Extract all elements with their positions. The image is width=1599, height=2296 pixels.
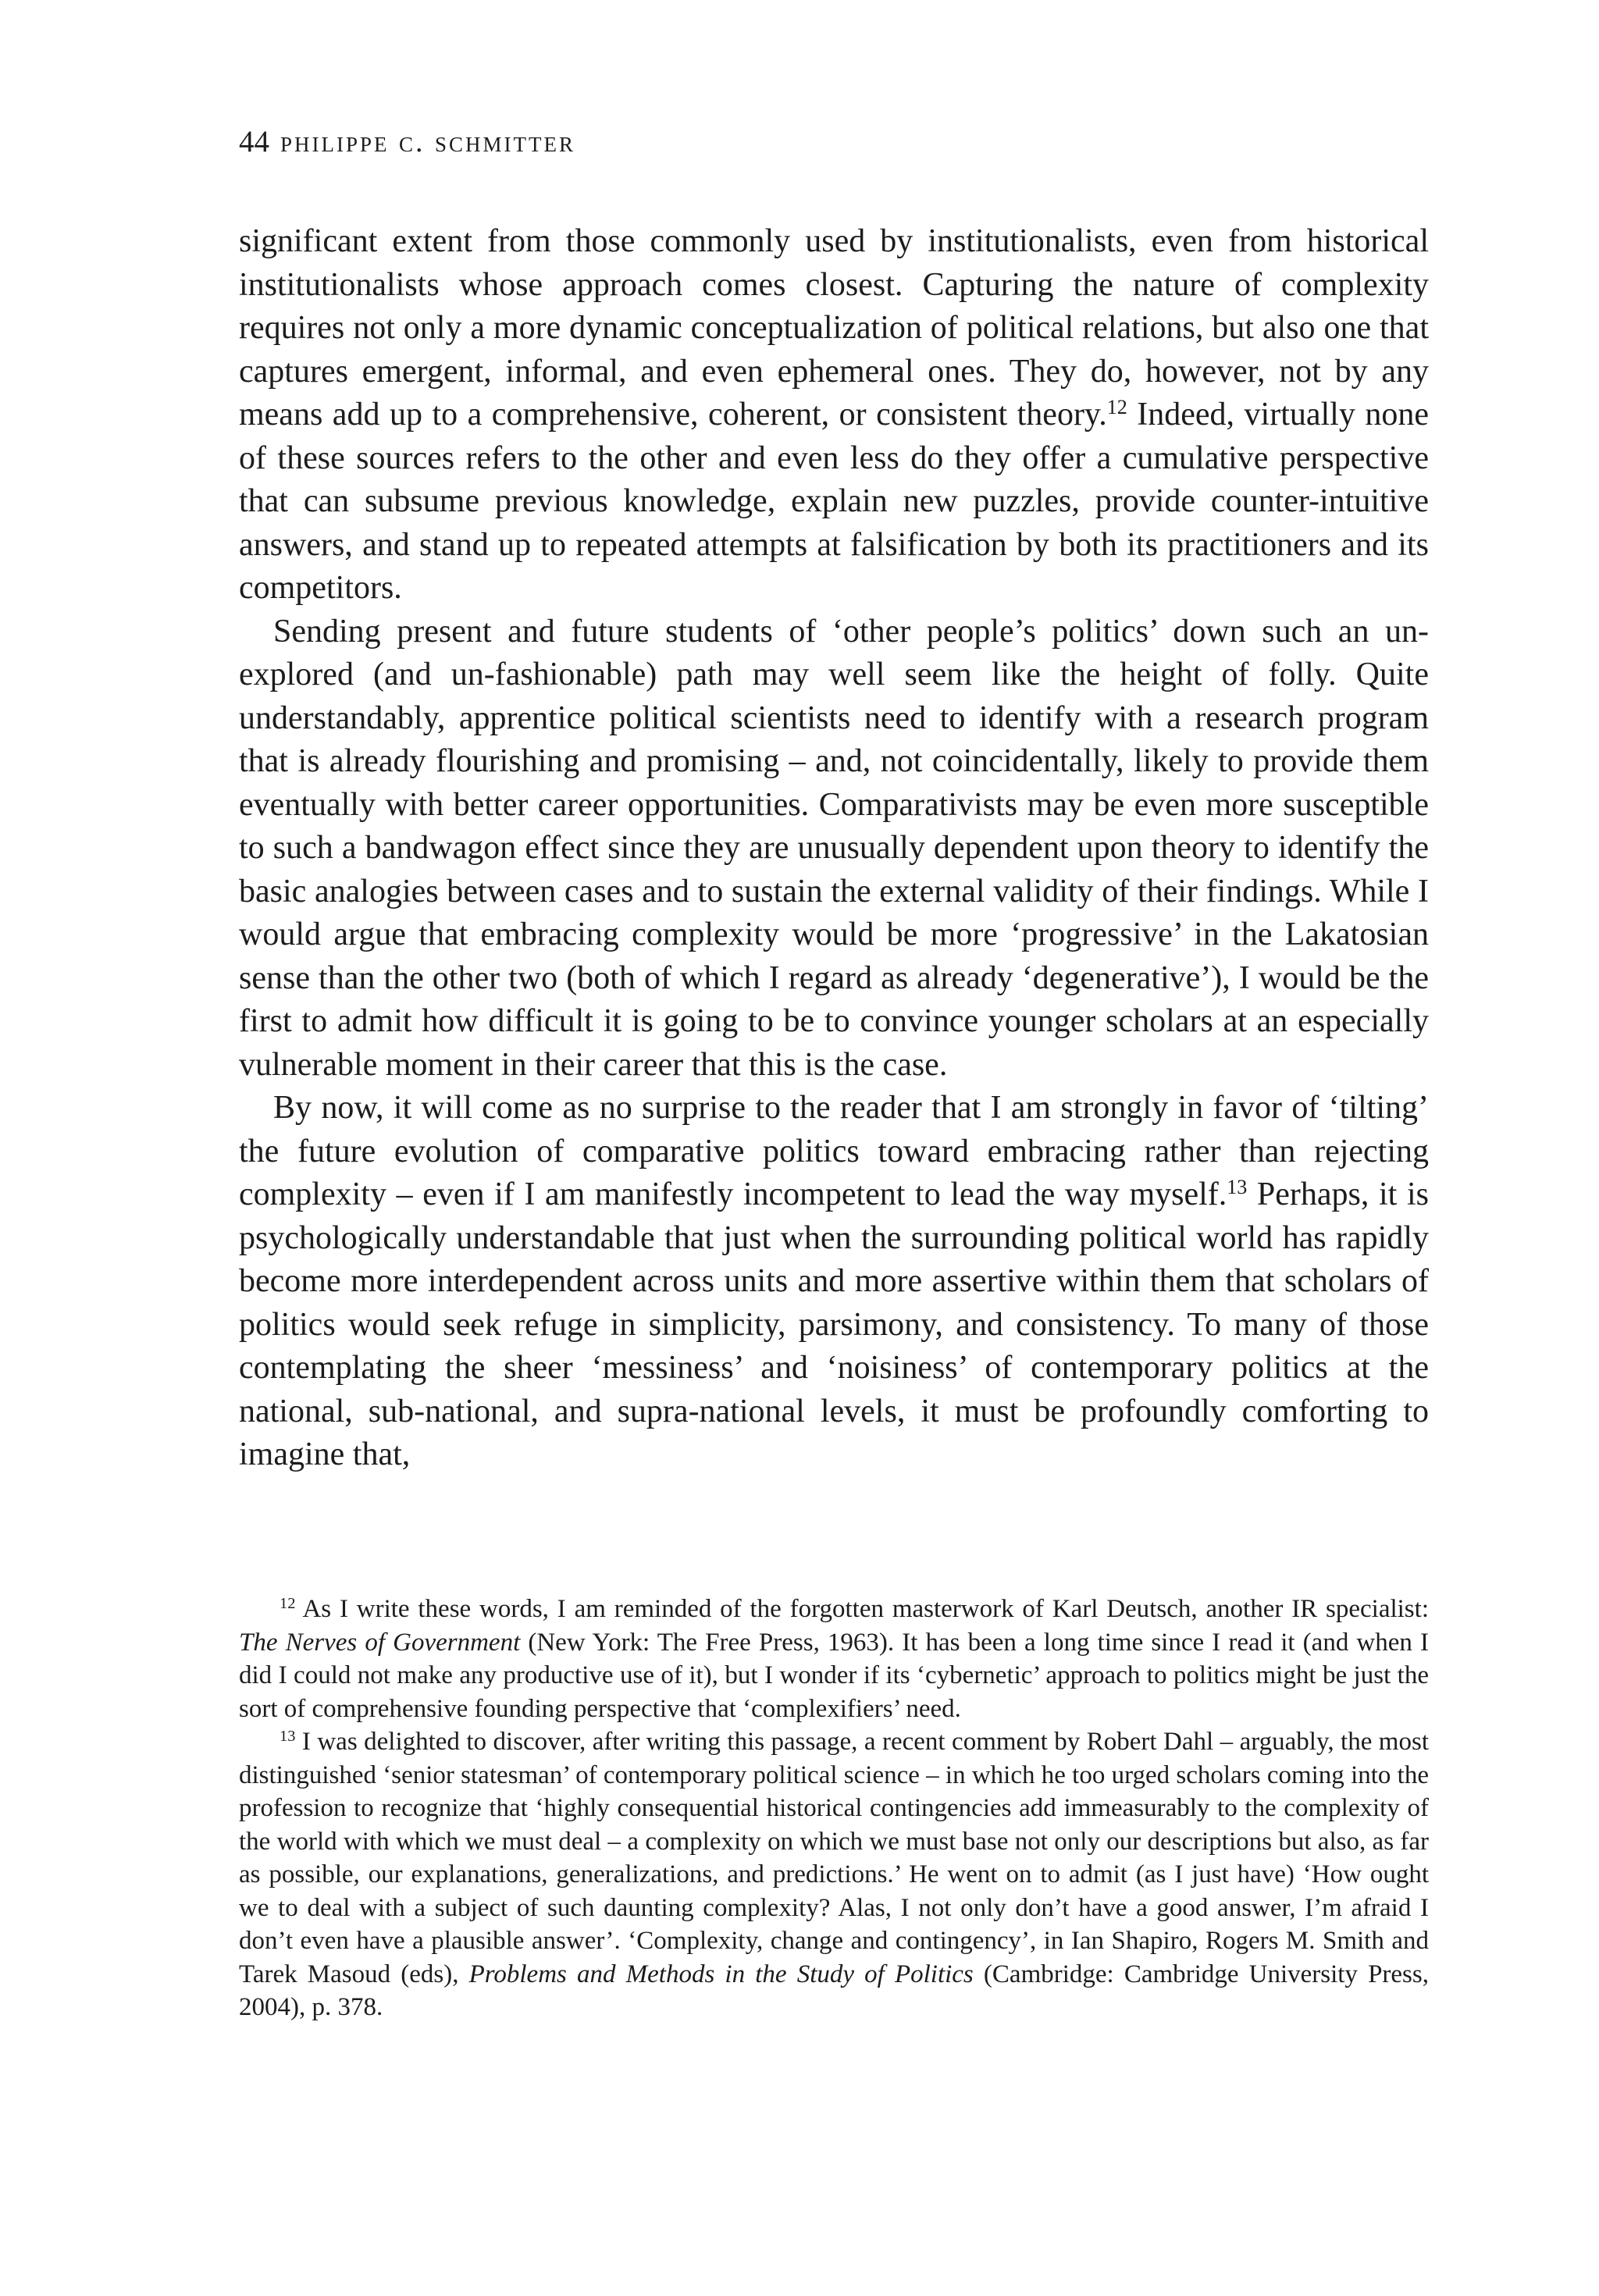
footnote-number-12: 12 xyxy=(280,1594,296,1612)
footnote-13 xyxy=(239,1725,1429,2024)
footnote-13-title: Problems and Methods in the Study of Politics xyxy=(468,1960,974,1988)
paragraph-2: Sending present and future students of ‘other people’s politics’ down such an un-explored (and un-fashionable) path may well seem like the height of folly. Quite understandably, apprentice political scientists need to identify with a research program that is already flourishing and promising – and, not coincidentally, likely to provide them eventually with better career opportunities. Comparativists may be even more susceptible to such a bandwagon effect since they are unusually dependent upon theory to identify the basic analogies between cases and to sustain the external validity of their findings. While I would argue that embracing complexity would be more ‘progressive’ in the Lakatosian sense than the other two (both of which I regard as already ‘degenerative’), I would be the first to admit how difficult it is going to be to convince younger scholars at an especially vulnerable moment in their career that this is the case. xyxy=(239,613,1429,1083)
footnote-13-text-b: (Cambridge: Cambridge University Press, 2004), p. 378. xyxy=(239,1960,1429,2021)
running-head xyxy=(239,123,575,161)
footnotes xyxy=(239,1593,1429,2024)
paragraph-3-text-b: Perhaps, it is psychologically understandable that just when the surrounding political world has rapidly become more interdependent across units and more assertive within them that scholars of politics would seek refuge in simplicity, parsimony, and consistency. To many of those contemplating the sheer ‘messiness’ and ‘noisiness’ of contemporary politics at the national, sub-national, and supra-national levels, it must be profoundly comforting to imagine that, xyxy=(239,1176,1429,1472)
footnote-12 xyxy=(239,1593,1429,1725)
paragraph-3 xyxy=(239,1087,1429,1477)
main-text xyxy=(239,220,1429,1477)
paragraph-1-text-a: significant extent from those commonly used by institutionalists, even from historical institutionalists whose approach comes closest. Capturing the nature of complexity requires not only a more dynamic conceptualization of political relations, but also one that captures emergent, informal, and even ephemeral ones. They do, however, not by any means add up to a comprehensive, coherent, or consistent theory. xyxy=(239,223,1429,433)
page-number: 44 xyxy=(239,125,269,158)
paragraph-1 xyxy=(239,220,1429,610)
footnote-12-title: The Nerves of Government xyxy=(239,1628,521,1657)
footnote-12-text-a: As I write these words, I am reminded of the forgotten masterwork of Karl Deutsch, another IR specialist: xyxy=(295,1595,1429,1623)
paragraph-1-text-b: Indeed, virtually none of these sources refers to the other and even less do they offer a cumulative perspective that can subsume previous knowledge, explain new puzzles, provide counter-intuitive answers, and stand up to repeated attempts at falsification by both its practitioners and its competitors. xyxy=(239,397,1429,606)
footnote-ref-12: 12 xyxy=(1106,395,1127,418)
footnote-13-text-a: I was delighted to discover, after writing this passage, a recent comment by Robert Dahl – arguably, the most distinguished ‘senior statesman’ of contemporary political science – in which he too urged scholars coming into the profession to recognize that ‘highly consequential historical contingencies add immeasurably to the complexity of the world with which we must deal – a complexity on which we must base not only our descriptions but also, as far as possible, our explanations, generalizations, and predictions.’ He went on to admit (as I just have) ‘How ought we to deal with a subject of such daunting complexity? Alas, I not only don’t have a good answer, I’m afraid I don’t even have a plausible answer’. ‘Complexity, change and contingency’, in Ian Shapiro, Rogers M. Smith and Tarek Masoud (eds), xyxy=(239,1728,1429,1988)
running-head-author: philippe c. schmitter xyxy=(280,126,576,158)
footnote-ref-13: 13 xyxy=(1227,1175,1248,1198)
paragraph-3-text-a: By now, it will come as no surprise to the reader that I am strongly in favor of ‘tilting’ the future evolution of comparative politics toward embracing rather than rejecting complexity – even if I am manifestly incompetent to lead the way myself. xyxy=(239,1090,1429,1212)
footnote-number-13: 13 xyxy=(280,1727,296,1745)
footnote-12-text-b: (New York: The Free Press, 1963). It has been a long time since I read it (and when I did I could not make any productive use of it), but I wonder if its ‘cybernetic’ approach to politics might be just the sort of comprehensive founding perspective that ‘complexifiers’ need. xyxy=(239,1628,1429,1723)
